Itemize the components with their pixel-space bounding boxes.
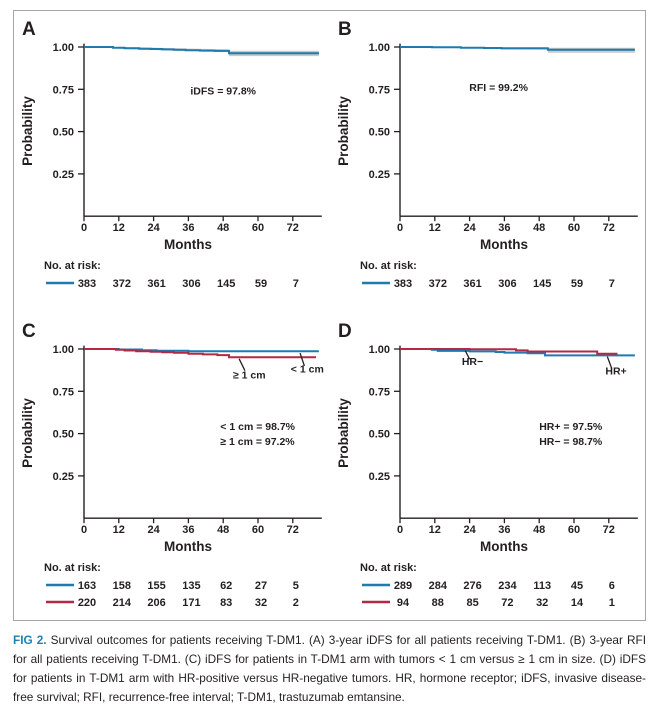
risk-count: 7 [292, 278, 299, 290]
y-tick-label: 0.50 [52, 428, 74, 441]
x-tick-label: 0 [80, 524, 88, 537]
risk-count: 59 [254, 278, 268, 290]
x-tick-label: 60 [251, 222, 265, 235]
panel-letter: B [338, 19, 352, 40]
y-tick-label: 0.50 [368, 126, 390, 139]
y-tick-label: 0.25 [52, 168, 74, 181]
risk-count: 135 [182, 580, 201, 592]
risk-count: 32 [536, 597, 549, 609]
y-tick-label: 1.00 [368, 344, 390, 356]
y-tick-label: 0.50 [52, 126, 74, 139]
y-tick-label: 1.00 [52, 344, 74, 356]
risk-count: 383 [393, 278, 413, 290]
risk-count: 284 [428, 580, 447, 592]
risk-count: 289 [393, 580, 413, 592]
risk-count: 2 [292, 597, 299, 609]
x-tick-label: 60 [251, 524, 265, 537]
panel-a-chart [16, 15, 330, 298]
x-tick-label: 24 [463, 524, 476, 537]
figure-caption [13, 631, 646, 707]
curve-label: ≥ 1 cm [232, 369, 266, 382]
x-tick-label: 12 [112, 524, 125, 537]
y-tick-label: 0.75 [368, 386, 390, 399]
at-risk-header: No. at risk: [360, 562, 417, 574]
panel-c-chart [16, 317, 330, 615]
caption-label: FIG 2. [13, 633, 47, 647]
x-tick-label: 12 [428, 222, 441, 235]
x-tick-label: 36 [498, 524, 511, 537]
at-risk-header: No. at risk: [360, 260, 417, 272]
panel-c [16, 317, 330, 620]
x-tick-label: 0 [80, 222, 88, 235]
risk-count: 361 [147, 278, 166, 290]
x-tick-label: 48 [217, 524, 230, 537]
panel-letter: D [338, 321, 352, 342]
risk-count: 145 [533, 278, 552, 290]
curve-label: < 1 cm [290, 363, 324, 376]
risk-count: 27 [254, 580, 268, 592]
risk-count: 383 [77, 278, 97, 290]
x-tick-label: 60 [567, 524, 581, 537]
at-risk-header: No. at risk: [44, 562, 101, 574]
y-axis-label: Probability [20, 398, 35, 468]
risk-count: 72 [501, 597, 514, 609]
risk-count: 62 [220, 580, 233, 592]
risk-count: 372 [112, 278, 131, 290]
x-tick-label: 36 [182, 524, 195, 537]
x-tick-label: 72 [286, 222, 299, 235]
x-axis-label: Months [480, 237, 528, 252]
risk-count: 155 [147, 580, 166, 592]
risk-count: 83 [220, 597, 233, 609]
x-tick-label: 36 [182, 222, 195, 235]
estimate-annotation: iDFS = 97.8% [190, 85, 257, 98]
risk-count: 45 [570, 580, 584, 592]
x-tick-label: 24 [147, 524, 160, 537]
panel-letter: A [22, 19, 36, 40]
y-axis-label: Probability [336, 398, 351, 468]
estimate-annotation: ≥ 1 cm = 97.2% [220, 436, 295, 449]
panel-d-chart [332, 317, 646, 615]
risk-count: 59 [570, 278, 584, 290]
risk-count: 113 [533, 580, 552, 592]
x-tick-label: 48 [533, 222, 546, 235]
at-risk-header: No. at risk: [44, 260, 101, 272]
x-tick-label: 48 [533, 524, 546, 537]
y-tick-label: 0.75 [52, 84, 74, 97]
y-axis-label: Probability [20, 96, 35, 166]
risk-count: 220 [77, 597, 97, 609]
x-tick-label: 12 [112, 222, 125, 235]
panel-b [332, 15, 646, 303]
y-tick-label: 1.00 [52, 42, 74, 54]
x-tick-label: 12 [428, 524, 441, 537]
x-tick-label: 60 [567, 222, 581, 235]
risk-count: 85 [466, 597, 479, 609]
y-tick-label: 0.25 [368, 168, 390, 181]
y-tick-label: 0.75 [52, 386, 74, 399]
figure-frame [13, 10, 646, 621]
risk-count: 5 [292, 580, 299, 592]
y-tick-label: 1.00 [368, 42, 390, 54]
risk-count: 163 [77, 580, 97, 592]
risk-count: 171 [182, 597, 201, 609]
survival-curve-blue [84, 47, 319, 53]
risk-count: 145 [217, 278, 236, 290]
risk-count: 14 [570, 597, 584, 609]
risk-count: 88 [431, 597, 444, 609]
risk-count: 206 [147, 597, 166, 609]
x-axis-label: Months [164, 539, 212, 554]
x-tick-label: 24 [463, 222, 476, 235]
risk-count: 32 [254, 597, 268, 609]
curve-label: HR+ [605, 365, 627, 378]
panel-a [16, 15, 330, 303]
y-tick-label: 0.50 [368, 428, 390, 441]
risk-count: 6 [608, 580, 615, 592]
x-tick-label: 24 [147, 222, 160, 235]
risk-count: 306 [498, 278, 517, 290]
risk-count: 276 [463, 580, 482, 592]
x-tick-label: 72 [286, 524, 299, 537]
panel-d [332, 317, 646, 620]
x-tick-label: 36 [498, 222, 511, 235]
x-axis-label: Months [480, 539, 528, 554]
panel-letter: C [22, 321, 36, 342]
risk-count: 94 [396, 597, 410, 609]
x-tick-label: 72 [602, 222, 615, 235]
x-axis-label: Months [164, 237, 212, 252]
estimate-annotation: HR− = 98.7% [539, 436, 603, 449]
panel-b-chart [332, 15, 646, 298]
x-tick-label: 48 [217, 222, 230, 235]
y-tick-label: 0.25 [368, 470, 390, 483]
curve-label: HR− [461, 356, 484, 369]
risk-count: 7 [608, 278, 615, 290]
estimate-annotation: RFI = 99.2% [469, 81, 528, 94]
x-tick-label: 0 [396, 222, 404, 235]
estimate-annotation: < 1 cm = 98.7% [220, 421, 296, 434]
y-axis-label: Probability [336, 96, 351, 166]
risk-count: 306 [182, 278, 201, 290]
risk-count: 1 [608, 597, 615, 609]
risk-count: 158 [112, 580, 131, 592]
caption-text: Survival outcomes for patients receiving T-DM1. (A) 3-year iDFS for all patients receiving T-DM1. (B) 3-year RFI for all patients receiving T-DM1. (C) iDFS for patients in T-DM1 arm with tumors < 1 cm versus ≥ 1 cm in size. (D) iDFS for patients in T-DM1 arm with HR-positive versus HR-negative tumors. HR, hormone receptor; iDFS, invasive disease-free survival; RFI, recurrence-free interval; T-DM1, trastuzumab emtansine. [13, 633, 646, 704]
estimate-annotation: HR+ = 97.5% [539, 421, 603, 434]
x-tick-label: 0 [396, 524, 404, 537]
x-tick-label: 72 [602, 524, 615, 537]
risk-count: 214 [112, 597, 131, 609]
risk-count: 361 [463, 278, 482, 290]
y-tick-label: 0.25 [52, 470, 74, 483]
risk-count: 234 [498, 580, 517, 592]
y-tick-label: 0.75 [368, 84, 390, 97]
risk-count: 372 [428, 278, 447, 290]
